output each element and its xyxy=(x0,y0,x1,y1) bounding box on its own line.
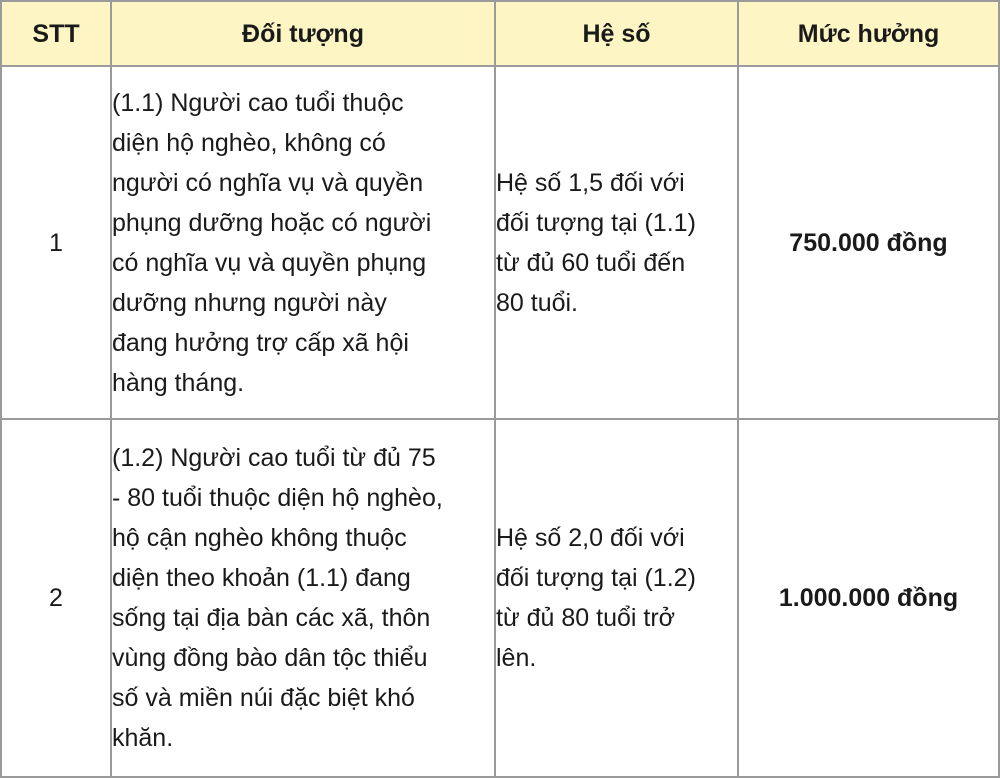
text-line: - 80 tuổi thuộc diện hộ nghèo, xyxy=(112,484,443,512)
text-line: Hệ số 2,0 đối với xyxy=(496,524,685,552)
text-line: lên. xyxy=(496,644,537,672)
text-line: diện hộ nghèo, không có xyxy=(112,128,386,157)
header-he-so: Hệ số xyxy=(495,1,738,66)
text-line: diện theo khoản (1.1) đang xyxy=(112,564,411,592)
text-line: từ đủ 80 tuổi trở xyxy=(496,604,676,632)
text-line: người có nghĩa vụ và quyền xyxy=(112,168,424,197)
text-line: hàng tháng. xyxy=(112,368,245,397)
cell-stt: 2 xyxy=(1,419,111,777)
text-line: dưỡng nhưng người này xyxy=(112,288,387,317)
table-row xyxy=(1,419,999,777)
text-line: khăn. xyxy=(112,724,174,752)
cell-he-so xyxy=(495,419,738,777)
table-row xyxy=(1,66,999,419)
text-line: (1.1) Người cao tuổi thuộc xyxy=(112,88,404,117)
header-doi-tuong: Đối tượng xyxy=(111,1,495,66)
text-line: đối tượng tại (1.2) xyxy=(496,564,696,592)
text-line: vùng đồng bào dân tộc thiểu xyxy=(112,644,428,672)
text-line: đối tượng tại (1.1) xyxy=(496,208,696,237)
text-line: số và miền núi đặc biệt khó xyxy=(112,684,415,712)
table-header-row xyxy=(1,1,999,66)
cell-he-so xyxy=(495,66,738,419)
text-line: có nghĩa vụ và quyền phụng xyxy=(112,248,427,277)
cell-doi-tuong xyxy=(111,419,495,777)
text-line: từ đủ 60 tuổi đến xyxy=(496,248,686,277)
cell-stt: 1 xyxy=(1,66,111,419)
text-line: Hệ số 1,5 đối với xyxy=(496,168,685,197)
text-line: phụng dưỡng hoặc có người xyxy=(112,208,432,237)
header-muc-huong: Mức hưởng xyxy=(738,1,999,66)
text-line: đang hưởng trợ cấp xã hội xyxy=(112,328,409,357)
header-stt: STT xyxy=(1,1,111,66)
text-line: sống tại địa bàn các xã, thôn xyxy=(112,604,431,632)
text-line: hộ cận nghèo không thuộc xyxy=(112,524,407,552)
cell-muc-huong: 750.000 đồng xyxy=(738,66,999,419)
text-line: (1.2) Người cao tuổi từ đủ 75 xyxy=(112,444,436,472)
text-line: 80 tuổi. xyxy=(496,288,579,317)
cell-muc-huong: 1.000.000 đồng xyxy=(738,419,999,777)
cell-doi-tuong xyxy=(111,66,495,419)
